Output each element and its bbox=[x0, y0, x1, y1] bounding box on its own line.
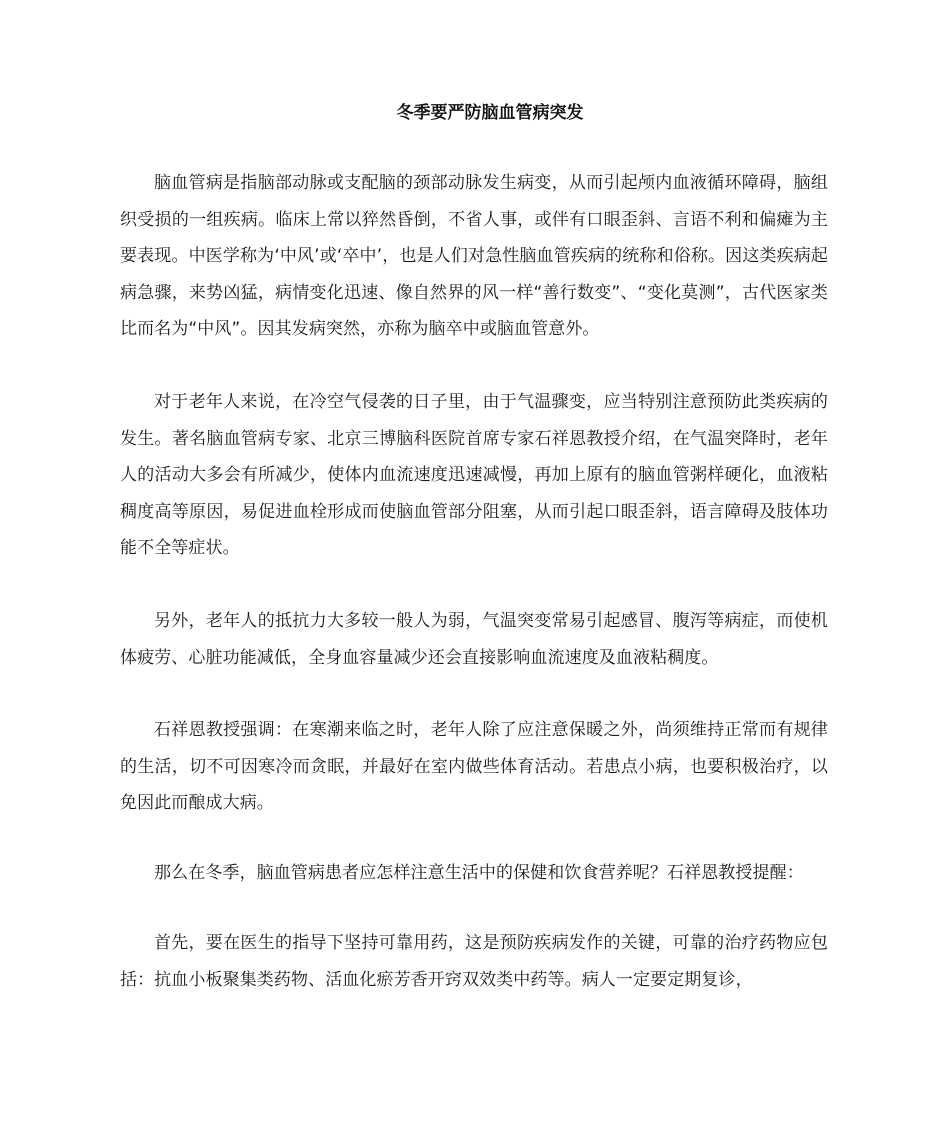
paragraph-question: 那么在冬季，脑血管病患者应怎样注意生活中的保健和饮食营养呢？石祥恩教授提醒： bbox=[154, 863, 804, 883]
paragraph-resistance: 另外，老年人的抵抗力大多较一般人为弱，气温突变常易引起感冒、腹泻等病症，而使机体疲劳、心脏功能减低，全身血容量减少还会直接影响血流速度及血液粘稠度。 bbox=[120, 611, 828, 668]
paragraph-definition: 脑血管病是指脑部动脉或支配脑的颈部动脉发生病变，从而引起颅内血液循环障碍，脑组织受损的一组疾病。临床上常以猝然昏倒，不省人事，或伴有口眼歪斜、言语不利和偏瘫为主要表现。中医学称为‘中风’或‘卒中’，也是人们对急性脑血管疾病的统称和俗称。因这类疾病起病急骤，来势凶猛，病情变化迅速、像自然界的风一样“善行数变”、“变化莫测”，古代医家类比而名为“中风”。因其发病突然，亦称为脑卒中或脑血管意外。 bbox=[120, 173, 828, 340]
document-title: 冬季要严防脑血管病突发 bbox=[396, 103, 584, 123]
paragraph-elderly-risk: 对于老年人来说，在冷空气侵袭的日子里，由于气温骤变，应当特别注意预防此类疾病的发生。著名脑血管病专家、北京三博脑科医院首席专家石祥恩教授介绍，在气温突降时，老年人的活动大多会有所减少，使体内血流速度迅速减慢，再加上原有的脑血管粥样硬化，血液粘稠度高等原因，易促进血栓形成而使脑血管部分阻塞，从而引起口眼歪斜，语言障碍及肢体功能不全等症状。 bbox=[120, 392, 828, 559]
paragraph-professor-advice: 石祥恩教授强调：在寒潮来临之时，老年人除了应注意保暖之外，尚须维持正常而有规律的生活，切不可因寒冷而贪眠，并最好在室内做些体育活动。若患点小病，也要积极治疗，以免因此而酿成大病。 bbox=[120, 720, 828, 814]
paragraph-medication: 首先，要在医生的指导下坚持可靠用药，这是预防疾病发作的关键，可靠的治疗药物应包括：抗血小板聚集类药物、活血化瘀芳香开窍双效类中药等。病人一定要定期复诊， bbox=[120, 933, 828, 990]
